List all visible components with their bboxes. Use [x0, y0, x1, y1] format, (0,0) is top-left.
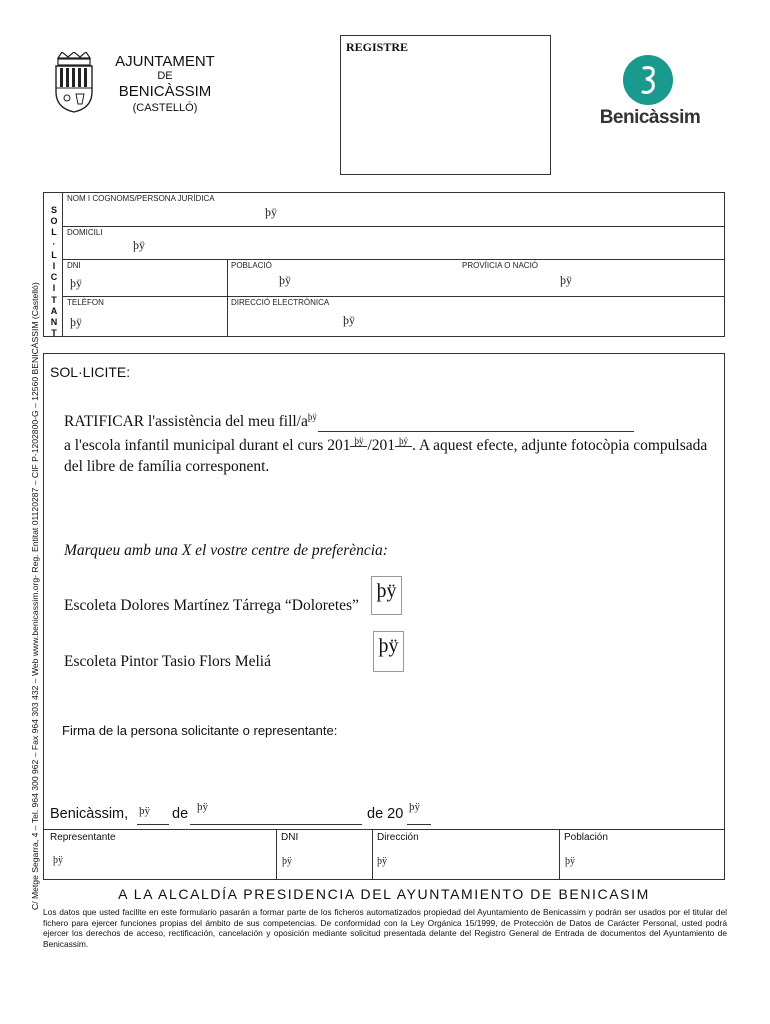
town-label: POBLACIÓ	[231, 261, 272, 270]
solicitant-letter: T	[51, 294, 57, 305]
solicitant-vertical-label	[47, 205, 61, 339]
registre-label: REGISTRE	[346, 40, 409, 54]
date-year-field[interactable]: þÿ	[409, 801, 420, 813]
name-label: NOM I COGNOMS/PERSONA JURÍDICA	[67, 194, 215, 203]
solicitant-letter: C	[50, 272, 58, 283]
request-line2b: /201	[367, 437, 396, 454]
rep-col1-label: Representante	[50, 832, 116, 843]
dni-label: DNI	[67, 261, 81, 270]
date-place: Benicàssim,	[50, 806, 129, 822]
phone-field[interactable]: þÿ	[70, 315, 82, 329]
solicitant-letter: T	[51, 328, 57, 339]
footer-title: A LA ALCALDÍA PRESIDENCIA DEL AYUNTAMIENTO DE BENICASIM	[118, 886, 650, 902]
header-benicassim: BENICÀSSIM	[118, 83, 212, 100]
benicassim-logo-text: Benicàssim	[599, 107, 701, 128]
rep-col4-field[interactable]: þÿ	[565, 856, 575, 867]
solicitant-letter: N	[50, 317, 58, 328]
name-field[interactable]: þÿ	[265, 205, 277, 219]
date-month-field[interactable]: þÿ	[197, 801, 208, 813]
header-de: DE	[157, 70, 173, 82]
province-label: PROVÍICIA O NACIÓ	[462, 261, 539, 270]
address-label: DOMICILI	[67, 228, 103, 237]
option2-label: Escoleta Pintor Tasio Flors Meliá	[64, 653, 271, 670]
solicitant-letter: I	[52, 261, 56, 272]
request-line2c: . A aquest efecte, adjunte fotocòpia compulsada	[412, 437, 708, 454]
request-heading: SOL·LICITE:	[50, 364, 131, 380]
address-field[interactable]: þÿ	[133, 238, 145, 252]
header-ajuntament: AJUNTAMENT	[115, 53, 215, 70]
side-address-text: C/ Metge Segarra, 4 – Tel. 964 300 962 – Fax 964 303 432 – Web www.benicassim.org- Reg. Entitat 01120287 – CIF P-1202800-G – 12560 BENICÀSSIM (Castelló)	[30, 282, 40, 910]
rep-col2-label: DNI	[281, 832, 299, 843]
solicitant-letter: ·	[52, 238, 56, 249]
town-field[interactable]: þÿ	[279, 273, 291, 287]
date-de1: de	[172, 806, 189, 822]
registre-box	[340, 35, 551, 175]
preference-instruction: Marqueu amb una X el vostre centre de preferència:	[64, 542, 388, 559]
footer-legal-text: Los datos que usted facilite en este formulario pasarán a formar parte de los ficheros automatizados propiedad del Ayuntamiento de Benicassim y podrán ser usados por el titular del fichero para ejercer funciones propias del ámbito de sus competencias. De conformidad con la Ley Orgánica 15/1999, de Protección de Datos de Carácter Personal, usted podrá ejercer los derechos de acceso, rectificación, cancelación y oposición mediante solicitud presentada delante del Registro General de Entrada de documentos del Ayuntamiento de Benicassim.	[43, 907, 727, 949]
rep-col1-field[interactable]: þÿ	[53, 855, 63, 866]
solicitant-letter: L	[51, 249, 57, 260]
solicitant-letter: O	[50, 216, 58, 227]
header-castello: (CASTELLÓ)	[132, 102, 198, 114]
request-line2a: a l'escola infantil municipal durant el curs 201	[64, 437, 351, 454]
dni-field[interactable]: þÿ	[70, 276, 82, 290]
child-name-field[interactable]: þÿ	[307, 412, 317, 422]
phone-label: TELÈFON	[67, 298, 104, 307]
solicitant-letter: L	[51, 227, 57, 238]
applicant-box	[43, 192, 725, 337]
date-line	[50, 806, 128, 822]
date-de2: de 20	[367, 806, 404, 822]
request-line1	[64, 412, 317, 431]
request-line1-text: RATIFICAR l'assistència del meu fill/a	[64, 413, 308, 430]
request-line3: del libre de família corresponent.	[64, 458, 270, 475]
solicitant-letter: A	[50, 305, 58, 316]
rep-col3-label: Dirección	[377, 832, 419, 843]
year1-field[interactable]: þÿ	[350, 436, 367, 447]
rep-col4-label: Población	[564, 832, 608, 843]
solicitant-letter: S	[50, 205, 57, 215]
date-day-field[interactable]: þÿ	[139, 805, 150, 817]
coat-of-arms-logo	[52, 52, 96, 114]
benicassim-brand-logo	[595, 54, 705, 134]
solicitant-letter: I	[52, 283, 56, 294]
request-line2	[64, 436, 707, 455]
year2-field[interactable]: þÿ	[395, 436, 412, 447]
option2-checkbox[interactable]: þÿ	[373, 631, 404, 672]
email-label: DIRECCIÓ ELECTRÒNICA	[231, 298, 330, 307]
rep-col2-field[interactable]: þÿ	[282, 856, 292, 867]
option1-checkbox[interactable]: þÿ	[371, 576, 402, 615]
option1-label: Escoleta Dolores Martínez Tárrega “Doloretes”	[64, 597, 359, 614]
province-field[interactable]: þÿ	[560, 273, 572, 287]
email-field[interactable]: þÿ	[343, 313, 355, 327]
signature-label: Firma de la persona solicitante o representante:	[62, 723, 338, 738]
rep-col3-field[interactable]: þÿ	[377, 856, 387, 867]
